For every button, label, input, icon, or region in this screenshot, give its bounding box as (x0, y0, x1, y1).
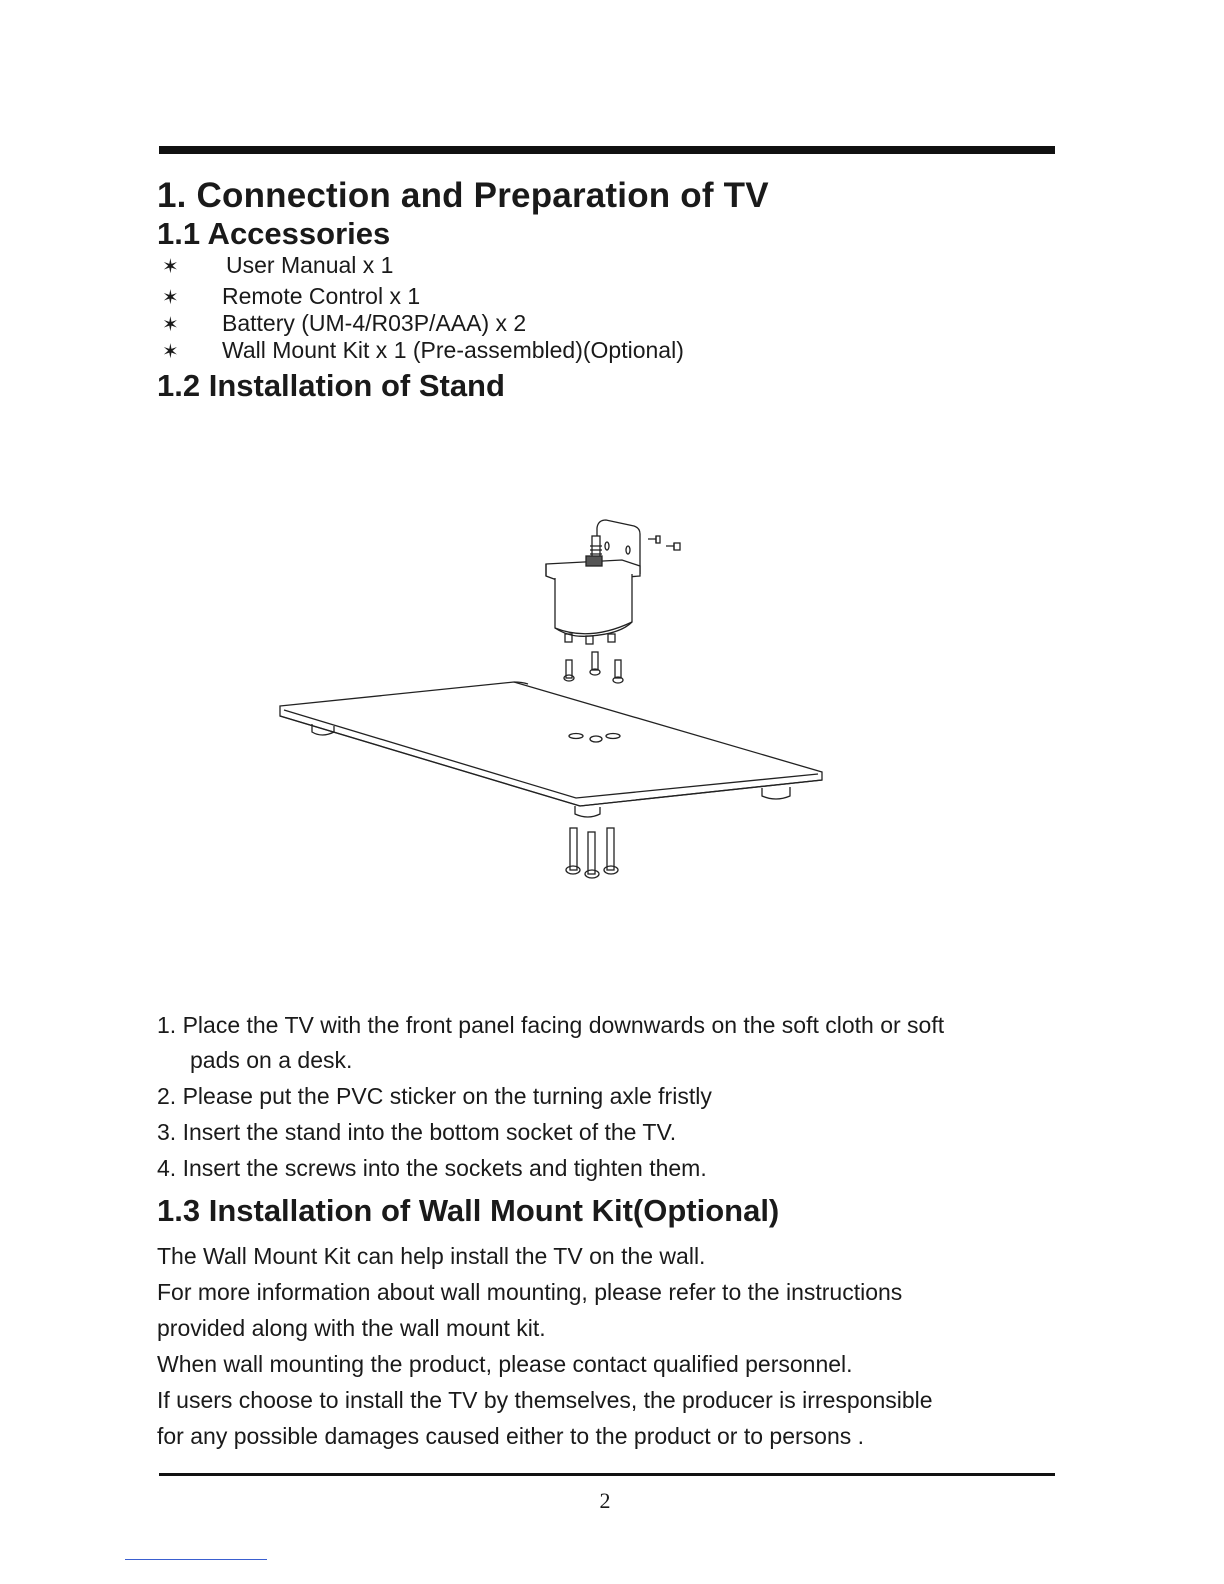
accessory-item: ✶ User Manual x 1 (162, 252, 394, 278)
wall-mount-heading: 1.3 Installation of Wall Mount Kit(Optional) (157, 1193, 780, 1228)
section-title: 1. Connection and Preparation of TV (157, 176, 769, 215)
bullet-star-icon: ✶ (162, 256, 179, 278)
bottom-screws-icon (566, 828, 618, 878)
bullet-star-icon: ✶ (162, 287, 179, 309)
bottom-rule (159, 1473, 1055, 1476)
bullet-star-icon: ✶ (162, 341, 179, 363)
accessories-heading: 1.1 Accessories (157, 216, 391, 251)
accessory-item: ✶ Remote Control x 1 (162, 283, 421, 309)
wall-mount-paragraph: For more information about wall mounting, please refer to the instructions (157, 1279, 903, 1305)
top-rule (159, 146, 1055, 154)
bullet-star-icon: ✶ (162, 314, 179, 336)
wall-mount-paragraph: If users choose to install the TV by themselves, the producer is irresponsible (157, 1387, 933, 1413)
stand-step: 2. Please put the PVC sticker on the turning axle fristly (157, 1083, 712, 1109)
accessory-item: ✶ Wall Mount Kit x 1 (Pre-assembled)(Optional) (162, 337, 684, 363)
base-plate-icon (280, 682, 822, 817)
stand-step-continuation: pads on a desk. (190, 1047, 353, 1073)
wall-mount-paragraph: When wall mounting the product, please contact qualified personnel. (157, 1351, 853, 1377)
stand-step: 1. Place the TV with the front panel facing downwards on the soft cloth or soft (157, 1012, 945, 1038)
wall-mount-paragraph: provided along with the wall mount kit. (157, 1315, 546, 1341)
accessory-item: ✶ Battery (UM-4/R03P/AAA) x 2 (162, 310, 527, 336)
stand-step: 4. Insert the screws into the sockets and tighten them. (157, 1155, 707, 1181)
wall-mount-paragraph: for any possible damages caused either to the product or to persons . (157, 1423, 865, 1449)
wall-mount-paragraph: The Wall Mount Kit can help install the TV on the wall. (157, 1243, 706, 1269)
stand-assembly-diagram-icon (270, 510, 830, 890)
stand-heading: 1.2 Installation of Stand (157, 368, 505, 403)
stand-step: 3. Insert the stand into the bottom socket of the TV. (157, 1119, 677, 1145)
link-underline (125, 1559, 267, 1560)
middle-screws-icon (564, 652, 623, 683)
page-number: 2 (599, 1488, 611, 1513)
bracket-screws-icon (648, 536, 680, 550)
